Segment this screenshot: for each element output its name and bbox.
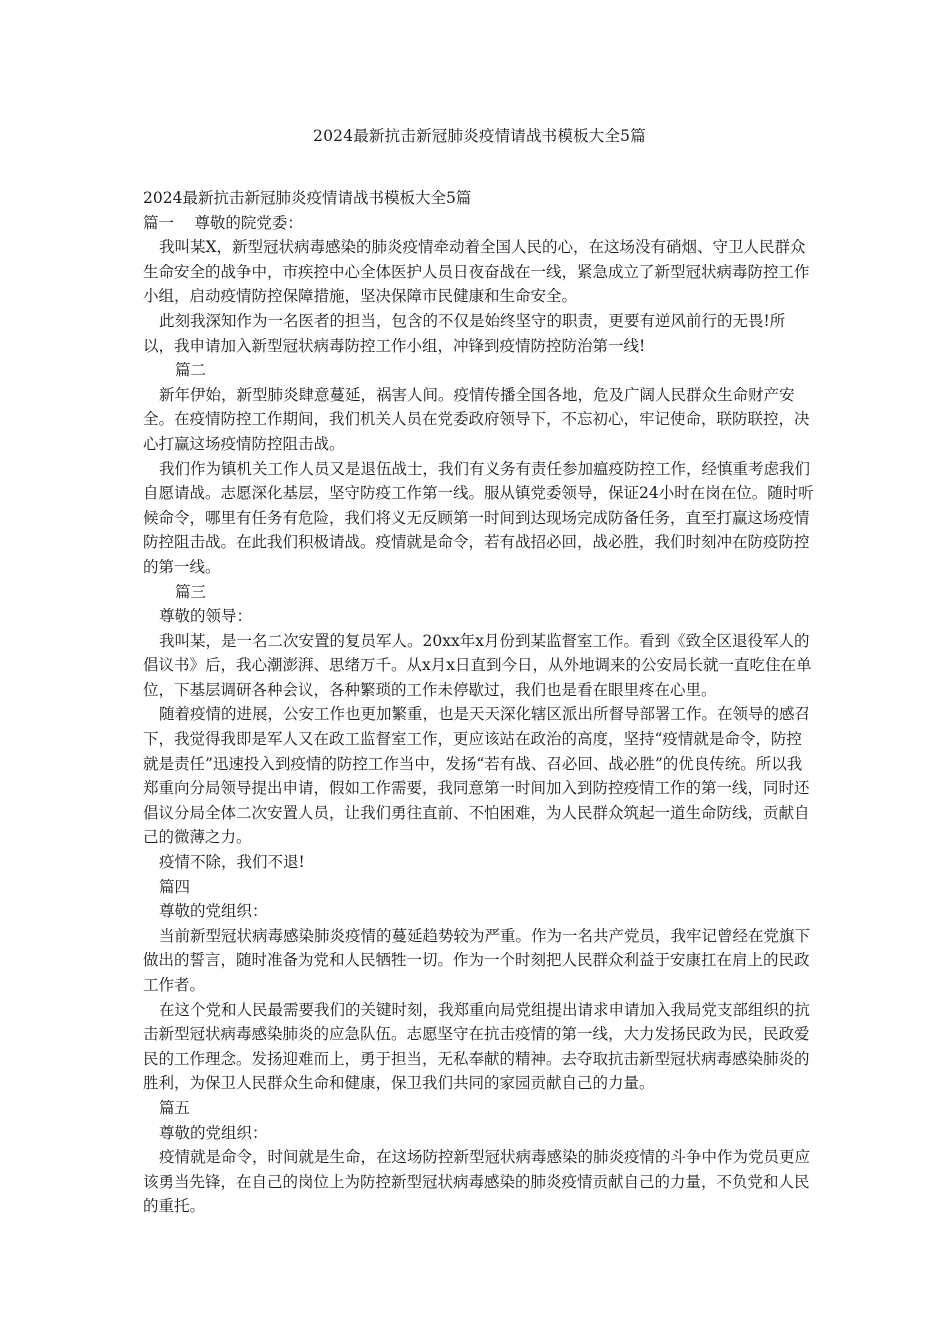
document-subtitle: 2024最新抗击新冠肺炎疫情请战书模板大全5篇 (143, 189, 472, 207)
section-1-paragraph: 此刻我深知作为一名医者的担当，包含的不仅是始终坚守的职责，更要有逆风前行的无畏!所以，我申请加入新型冠状病毒防控工作小组，冲锋到疫情防控防治第一线! (143, 311, 786, 355)
document-title: 2024最新抗击新冠肺炎疫情请战书模板大全5篇 (313, 127, 646, 145)
document-body (143, 186, 816, 1219)
section-3-salutation: 尊敬的领导： (159, 607, 253, 626)
section-4-heading: 篇四 (159, 877, 191, 896)
section-3-paragraph: 我叫某，是一名二次安置的复员军人。20xx年x月份到某监督室工作。看到《致全区退役军人的倡议书》后，我心潮澎湃、思绪万千。从x月x日直到今日，从外地调来的公安局长就一直吃住在单位，下基层调研各种会议，各种繁琐的工作未停歇过，我们也是看在眼里疼在心里。 (143, 631, 812, 699)
section-4-paragraph: 当前新型冠状病毒感染肺炎疫情的蔓延趋势较为严重。作为一名共产党员，我牢记曾经在党旗下做出的誓言，随时准备为党和人民牺牲一切。作为一个时刻把人民群众利益于安康扛在肩上的民政工作者。 (143, 926, 811, 994)
section-3-heading: 篇三 (175, 582, 207, 601)
section-5-paragraph: 疫情就是命令，时间就是生命，在这场防控新型冠状病毒感染的肺炎疫情的斗争中作为党员更应该勇当先锋，在自己的岗位上为防控新型冠状病毒感染的肺炎疫情贡献自己的力量，不负党和人民的重托。 (143, 1148, 811, 1216)
section-1-heading: 篇一 尊敬的院党委： (143, 213, 303, 232)
section-2-paragraph: 新年伊始，新型肺炎肆意蔓延，祸害人间。疫情传播全国各地，危及广阔人民群众生命财产安全。在疫情防控工作期间，我们机关人员在党委政府领导下，不忘初心，牢记使命，联防联控，决心打赢这场疫情防控阻击战。 (143, 385, 810, 453)
section-1-paragraph: 我叫某X，新型冠状病毒感染的肺炎疫情牵动着全国人民的心，在这场没有硝烟、守卫人民群众生命安全的战争中，市疾控中心全体医护人员日夜奋战在一线，紧急成立了新型冠状病毒防控工作小组，启动疫情防控保障措施，坚决保障市民健康和生命安全。 (143, 238, 810, 306)
section-3-paragraph: 随着疫情的进展，公安工作也更加繁重，也是天天深化辖区派出所督导部署工作。在领导的感召下，我觉得我即是军人又在政工监督室工作，更应该站在政治的高度，坚持“疫情就是命令，防控就是责任”迅速投入到疫情的防控工作当中，发扬“若有战、召必回、战必胜”的优良传统。所以我郑重向分局领导提出申请，假如工作需要，我同意第一时间加入到防控疫情工作的第一线，同时还倡议分局全体二次安置人员，让我们勇往直前、不怕困难，为人民群众筑起一道生命防线，贡献自己的微薄之力。 (143, 705, 811, 847)
section-3-paragraph: 疫情不除，我们不退! (159, 853, 305, 872)
section-5-salutation: 尊敬的党组织： (159, 1123, 268, 1142)
section-4-paragraph: 在这个党和人民最需要我们的关键时刻，我郑重向局党组提出请求申请加入我局党支部组织的抗击新型冠状病毒感染肺炎的应急队伍。志愿坚守在抗击疫情的第一线，大力发扬民政为民，民政爱民的工作理念。发扬迎难而上，勇于担当，无私奉献的精神。去夺取抗击新型冠状病毒感染肺炎的胜利，为保卫人民群众生命和健康，保卫我们共同的家园贡献自己的力量。 (143, 1000, 811, 1093)
section-4-salutation: 尊敬的党组织： (159, 902, 268, 921)
section-2-heading: 篇二 (175, 361, 207, 380)
section-2-paragraph: 我们作为镇机关工作人员又是退伍战士，我们有义务有责任参加瘟疫防控工作，经慎重考虑我们自愿请战。志愿深化基层，坚守防疫工作第一线。服从镇党委领导，保证24小时在岗在位。随时听候命令，哪里有任务有危险，我们将义无反顾第一时间到达现场完成防备任务，直至打赢这场疫情防控阻击战。在此我们积极请战。疫情就是命令，若有战招必回，战必胜，我们时刻冲在防疫防控的第一线。 (143, 459, 814, 576)
section-5-heading: 篇五 (159, 1098, 191, 1117)
